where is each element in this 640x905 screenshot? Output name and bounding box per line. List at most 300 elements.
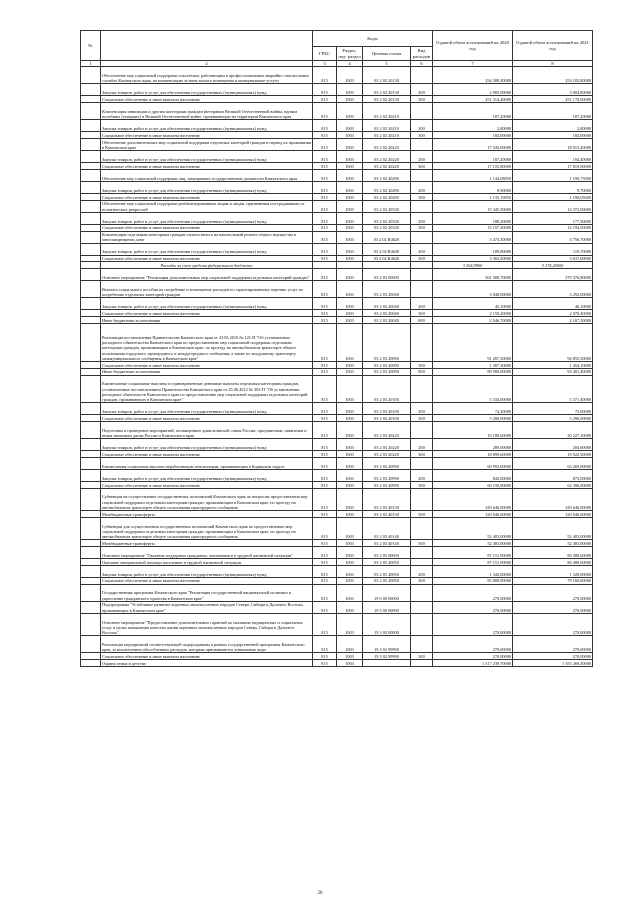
row-expense-kind-cell: 800: [411, 317, 433, 324]
row-expense-kind-cell: [411, 601, 433, 613]
table-row: [81, 488, 593, 510]
row-section-cell: 1003: [337, 120, 363, 132]
row-number-cell: [81, 415, 101, 422]
table-row: [81, 120, 593, 132]
row-expense-kind-cell: 300: [411, 310, 433, 317]
row-target-article-cell: 03 2 02 20280: [363, 181, 411, 193]
row-amount-2021-cell: 1 190,05000: [513, 193, 593, 200]
row-name-cell: Закупка товаров, работ и услуг для обеспечения государственных (муниципальных) нужд: [101, 298, 313, 310]
row-amount-2021-cell: 63 269,00000: [513, 457, 593, 469]
row-target-article-cell: 03 2 03 40130: [363, 511, 411, 518]
row-name-cell: Закупка товаров, работ и услуг для обеспечения государственных (муниципальных) нужд: [101, 151, 313, 163]
row-amount-2021-cell: 93 401,40000: [513, 368, 593, 375]
row-amount-2021-cell: 80 488,60000: [513, 547, 593, 559]
row-number-cell: [81, 224, 101, 231]
row-amount-2020-cell: 1 387,30000: [433, 361, 513, 368]
row-amount-2020-cell: 270,00000: [433, 613, 513, 635]
row-target-article-cell: [363, 262, 411, 269]
row-expense-kind-cell: 300: [411, 96, 433, 103]
table-row: [81, 653, 593, 660]
row-amount-2021-cell: 270,00000: [513, 636, 593, 653]
row-name-cell: Основное мероприятие "Предоставление дополнительных гарантий по оказанию медицинских и социальных услуг в целях повышения качества жизни коренных малочисленных народов Севера, Сибири и Дальнего Востока": [101, 613, 313, 635]
row-number-cell: [81, 310, 101, 317]
row-amount-2021-cell: 19 922,50000: [513, 451, 593, 458]
row-section-cell: 1003: [337, 559, 363, 566]
row-grbs-cell: 815: [313, 255, 337, 262]
row-number-cell: [81, 601, 101, 613]
row-section-cell: 1003: [337, 269, 363, 281]
table-row: [81, 660, 593, 667]
row-name-cell: Оказание материальной помощи населению в трудной жизненной ситуации: [101, 559, 313, 566]
row-grbs-cell: 815: [313, 361, 337, 368]
table-row: [81, 469, 593, 481]
row-amount-2021-cell: 1 454,10000: [513, 361, 593, 368]
row-target-article-cell: 03 2 02 20130: [363, 67, 411, 84]
row-section-cell: 1003: [337, 212, 363, 224]
row-target-article-cell: [363, 660, 411, 667]
table-row: [81, 243, 593, 255]
budget-table-sheet: [80, 30, 592, 667]
row-expense-kind-cell: 200: [411, 439, 433, 451]
row-expense-kind-cell: 300: [411, 653, 433, 660]
row-amount-2020-cell: 270,00000: [433, 584, 513, 601]
row-target-article-cell: 19 3 02 99990: [363, 653, 411, 660]
row-target-article-cell: 03 2 02 20220: [363, 139, 411, 151]
row-section-cell: 1003: [337, 403, 363, 415]
row-amount-2020-cell: 3 363,50000: [433, 255, 513, 262]
row-target-article-cell: 03 2 02 20210: [363, 132, 411, 139]
table-row: [81, 139, 593, 151]
row-target-article-cell: 03 2 02 R4620: [363, 231, 411, 243]
row-section-cell: 1003: [337, 421, 363, 438]
row-section-cell: 1003: [337, 469, 363, 481]
row-expense-kind-cell: 200: [411, 243, 433, 255]
row-grbs-cell: 815: [313, 67, 337, 84]
row-amount-2021-cell: 329 646,00000: [513, 488, 593, 510]
row-name-cell: Социальное обеспечение и иные выплаты населению: [101, 96, 313, 103]
row-name-cell: Социальное обеспечение и иные выплаты населению: [101, 577, 313, 584]
table-row: [81, 481, 593, 488]
row-amount-2020-cell: 270,00000: [433, 653, 513, 660]
row-name-cell: Иные бюджетные ассигнования: [101, 317, 313, 324]
row-target-article-cell: 03 2 03 20100: [363, 375, 411, 403]
row-grbs-cell: 815: [313, 653, 337, 660]
row-expense-kind-cell: 300: [411, 193, 433, 200]
row-target-article-cell: 03 2 05 00000: [363, 547, 411, 559]
table-row: [81, 212, 593, 224]
row-number-cell: [81, 613, 101, 635]
row-expense-kind-cell: 300: [411, 361, 433, 368]
row-name-cell: Социальное обеспечение и иные выплаты населению: [101, 310, 313, 317]
row-name-cell: Компенсация отдельным категориям граждан оплаты взноса на капитальный ремонт общего имущества в многоквартирном доме: [101, 231, 313, 243]
row-name-cell: Социальное обеспечение и иные выплаты населению: [101, 224, 313, 231]
row-number-cell: [81, 469, 101, 481]
row-grbs-cell: 815: [313, 547, 337, 559]
table-row: [81, 323, 593, 361]
row-grbs-cell: 815: [313, 181, 337, 193]
row-expense-kind-cell: [411, 169, 433, 181]
row-number-cell: [81, 67, 101, 84]
row-number-cell: [81, 298, 101, 310]
row-name-cell: Реализация мероприятий соответствующей подпрограммы в рамках государственной программы Камчатского края, за исключением обособленных расходов, которым присваиваются уникальные коды: [101, 636, 313, 653]
row-name-cell: Закупка товаров, работ и услуг для обеспечения государственных (муниципальных) нужд: [101, 243, 313, 255]
row-amount-2021-cell: 18 013,40000: [513, 139, 593, 151]
row-target-article-cell: 03 2 02 R4620: [363, 243, 411, 255]
budget-table-body: [81, 67, 593, 667]
row-target-article-cell: 19 0 00 00000: [363, 584, 411, 601]
row-grbs-cell: 815: [313, 368, 337, 375]
row-amount-2021-cell: 2,80000: [513, 120, 593, 132]
row-amount-2021-cell: 5 296,00000: [513, 415, 593, 422]
row-section-cell: 1003: [337, 439, 363, 451]
table-row: [81, 375, 593, 403]
row-amount-2021-cell: 3 637,00000: [513, 255, 593, 262]
row-number-cell: [81, 151, 101, 163]
table-row: [81, 511, 593, 518]
row-number-cell: [81, 457, 101, 469]
row-number-cell: [81, 243, 101, 255]
row-amount-2020-cell: 2,80000: [433, 120, 513, 132]
column-number-cell: 2: [101, 61, 313, 67]
table-row: [81, 451, 593, 458]
row-number-cell: [81, 281, 101, 298]
row-name-cell: Обеспечение мер социальной поддержки спасателям, работающим в профессиональных аварийно-спасательных службах Камчатского края, на компенсацию за наем жилого помещения и коммунальные услуги: [101, 67, 313, 84]
row-expense-kind-cell: 800: [411, 368, 433, 375]
row-grbs-cell: 815: [313, 421, 337, 438]
row-amount-2020-cell: 74,20000: [433, 403, 513, 415]
row-section-cell: 1003: [337, 139, 363, 151]
row-amount-2020-cell: 2 046,70000: [433, 317, 513, 324]
row-amount-2020-cell: 15 157,30000: [433, 224, 513, 231]
table-row: [81, 193, 593, 200]
row-expense-kind-cell: [411, 613, 433, 635]
row-name-cell: Закупка товаров, работ и услуг для обеспечения государственных (муниципальных) нужд: [101, 469, 313, 481]
row-name-cell: Обеспечение мер социальной поддержки лиц, замещавших государственные должности Камчатского края: [101, 169, 313, 181]
row-amount-2021-cell: 3 174,20000: [513, 262, 593, 269]
table-row: [81, 368, 593, 375]
row-grbs-cell: 815: [313, 577, 337, 584]
row-number-cell: [81, 375, 101, 403]
row-section-cell: [337, 262, 363, 269]
row-number-cell: [81, 511, 101, 518]
row-section-cell: 1003: [337, 231, 363, 243]
row-grbs-cell: 815: [313, 601, 337, 613]
row-grbs-cell: 815: [313, 540, 337, 547]
row-grbs-cell: 815: [313, 584, 337, 601]
row-name-cell: Обеспечение мер социальной поддержки реабилитированным лицам и лицам, признанным пострадавшими от политических репрессий: [101, 200, 313, 212]
row-target-article-cell: 03 2 03 20100: [363, 403, 411, 415]
row-expense-kind-cell: 300: [411, 224, 433, 231]
row-grbs-cell: 815: [313, 84, 337, 96]
row-grbs-cell: 815: [313, 481, 337, 488]
row-amount-2021-cell: 52 483,00000: [513, 517, 593, 539]
row-section-cell: 1003: [337, 243, 363, 255]
row-grbs-cell: 815: [313, 281, 337, 298]
row-amount-2020-cell: 87 151,90000: [433, 547, 513, 559]
row-target-article-cell: 03 2 05 20050: [363, 565, 411, 577]
row-number-cell: [81, 517, 101, 539]
row-expense-kind-cell: 300: [411, 163, 433, 170]
row-target-article-cell: 03 2 02 20330: [363, 224, 411, 231]
row-amount-2020-cell: 18 899,60000: [433, 451, 513, 458]
row-target-article-cell: 03 2 03 20220: [363, 421, 411, 438]
row-amount-2021-cell: 79 160,60000: [513, 577, 593, 584]
row-amount-2020-cell: 329 646,00000: [433, 488, 513, 510]
row-amount-2021-cell: 270,00000: [513, 601, 593, 613]
row-amount-2021-cell: 119,70000: [513, 243, 593, 255]
table-row: [81, 169, 593, 181]
row-name-cell: Субвенции на осуществление государственных полномочий Камчатского края по вопросам предоставления мер социальной поддержки отдельным категориям граждан, проживающим в Камчатском крае, по проезду на автомобильном транспорте общего пользования пригородного сообщения: [101, 488, 313, 510]
row-number-cell: [81, 163, 101, 170]
column-number-cell: 7: [433, 61, 513, 67]
row-section-cell: 1003: [337, 636, 363, 653]
row-expense-kind-cell: [411, 488, 433, 510]
budget-table: [80, 30, 593, 667]
row-amount-2020-cell: 5 334,00000: [433, 375, 513, 403]
table-row: [81, 96, 593, 103]
row-section-cell: 1003: [337, 601, 363, 613]
row-section-cell: 1003: [337, 361, 363, 368]
row-target-article-cell: 03 2 02 20280: [363, 193, 411, 200]
row-number-cell: [81, 84, 101, 96]
row-number-cell: [81, 169, 101, 181]
row-number-cell: [81, 317, 101, 324]
row-name-cell: Социальное обеспечение и иные выплаты населению: [101, 415, 313, 422]
row-number-cell: [81, 636, 101, 653]
row-amount-2020-cell: 1 517 239,70000: [433, 660, 513, 667]
row-grbs-cell: 815: [313, 559, 337, 566]
row-expense-kind-cell: 300: [411, 481, 433, 488]
row-grbs-cell: 815: [313, 269, 337, 281]
table-row: [81, 517, 593, 539]
table-row: [81, 310, 593, 317]
row-expense-kind-cell: [411, 67, 433, 84]
row-number-cell: [81, 262, 101, 269]
row-grbs-cell: 815: [313, 169, 337, 181]
column-number-cell: 4: [337, 61, 363, 67]
row-amount-2021-cell: 2 167,50000: [513, 317, 593, 324]
row-section-cell: 1003: [337, 169, 363, 181]
row-amount-2020-cell: 254 389,40000: [433, 67, 513, 84]
header-target-article: Целевая статья: [363, 47, 411, 61]
table-row: [81, 132, 593, 139]
row-number-cell: [81, 584, 101, 601]
row-section-cell: 1003: [337, 323, 363, 361]
row-grbs-cell: 815: [313, 415, 337, 422]
row-amount-2020-cell: 85 808,90000: [433, 577, 513, 584]
row-target-article-cell: 03 2 03 20090: [363, 323, 411, 361]
row-target-article-cell: 03 2 02 20130: [363, 84, 411, 96]
row-grbs-cell: 815: [313, 375, 337, 403]
row-number-cell: [81, 96, 101, 103]
table-row: [81, 224, 593, 231]
table-row: [81, 84, 593, 96]
row-amount-2020-cell: 561 388,70000: [433, 269, 513, 281]
row-amount-2020-cell: 91 287,30000: [433, 323, 513, 361]
row-section-cell: 1003: [337, 613, 363, 635]
header-codes-group: Коды: [313, 31, 433, 47]
row-name-cell: Компенсация инвалидам и другим категориям граждан (ветеранам Великой Отечественной войны, вдовам погибших (умерших) в Великой Отечественной войне, проживающим на территории Камчатского края: [101, 103, 313, 120]
row-section-cell: 1003: [337, 151, 363, 163]
row-number-cell: [81, 481, 101, 488]
row-amount-2020-cell: 3 364,9900: [433, 262, 513, 269]
row-expense-kind-cell: 200: [411, 298, 433, 310]
row-expense-kind-cell: 300: [411, 415, 433, 422]
row-name-cell: Социальное обеспечение и иные выплаты населению: [101, 451, 313, 458]
row-amount-2021-cell: 1 328,00000: [513, 565, 593, 577]
table-row: [81, 584, 593, 601]
row-number-cell: [81, 193, 101, 200]
row-grbs-cell: 815: [313, 103, 337, 120]
table-row: [81, 281, 593, 298]
row-amount-2021-cell: 1 555 269,30000: [513, 660, 593, 667]
row-section-cell: 1003: [337, 368, 363, 375]
row-target-article-cell: 03 2 02 20130: [363, 96, 411, 103]
table-row: [81, 317, 593, 324]
table-row: [81, 262, 593, 269]
row-amount-2021-cell: 20 227,10000: [513, 421, 593, 438]
header-name: [101, 31, 313, 61]
row-name-cell: Выплата социального пособия на погребение и возмещение расходов по гарантированному перечню услуг по погребению отдельных категорий граждан: [101, 281, 313, 298]
row-name-cell: Государственная программа Камчатского края "Реализация государственной национальной политики и укрепление гражданского единства в Камчатском крае": [101, 584, 313, 601]
row-target-article-cell: 03 2 02 20210: [363, 120, 411, 132]
row-amount-2020-cell: 2 985,00000: [433, 84, 513, 96]
row-amount-2020-cell: 3 048,00000: [433, 281, 513, 298]
row-number-cell: [81, 255, 101, 262]
row-name-cell: Межбюджетные трансферты: [101, 511, 313, 518]
row-expense-kind-cell: 300: [411, 577, 433, 584]
row-number-cell: [81, 269, 101, 281]
row-amount-2020-cell: 52 483,00000: [433, 517, 513, 539]
row-amount-2020-cell: 5 280,00000: [433, 415, 513, 422]
row-expense-kind-cell: 300: [411, 132, 433, 139]
row-name-cell: Социальное обеспечение и иные выплаты населению: [101, 132, 313, 139]
row-target-article-cell: 03 2 03 40140: [363, 517, 411, 539]
table-row: [81, 415, 593, 422]
row-number-cell: [81, 120, 101, 132]
row-number-cell: [81, 368, 101, 375]
row-grbs-cell: 815: [313, 212, 337, 224]
row-expense-kind-cell: [411, 103, 433, 120]
row-expense-kind-cell: [411, 547, 433, 559]
row-section-cell: 1003: [337, 67, 363, 84]
row-expense-kind-cell: 200: [411, 469, 433, 481]
header-section: Раздел, под- раздел: [338, 48, 361, 59]
row-amount-2020-cell: 188,20000: [433, 212, 513, 224]
row-number-cell: [81, 200, 101, 212]
row-amount-2020-cell: 2 159,20000: [433, 310, 513, 317]
row-amount-2021-cell: 14 372,00000: [513, 200, 593, 212]
row-expense-kind-cell: [411, 559, 433, 566]
row-name-cell: Закупка товаров, работ и услуг для обеспечения государственных (муниципальных) нужд: [101, 403, 313, 415]
row-number-cell: [81, 565, 101, 577]
row-amount-2021-cell: 194,40000: [513, 151, 593, 163]
row-amount-2020-cell: 17 343,00000: [433, 139, 513, 151]
row-grbs-cell: [313, 262, 337, 269]
row-amount-2020-cell: 289,00000: [433, 439, 513, 451]
row-number-cell: [81, 323, 101, 361]
row-expense-kind-cell: [411, 584, 433, 601]
row-target-article-cell: 19 3 02 00000: [363, 613, 411, 635]
table-row: [81, 151, 593, 163]
row-section-cell: 1003: [337, 415, 363, 422]
row-expense-kind-cell: [411, 636, 433, 653]
row-grbs-cell: 815: [313, 403, 337, 415]
row-expense-kind-cell: 200: [411, 403, 433, 415]
row-name-cell: Субвенции для осуществления государственных полномочий Камчатского края по предоставлению мер социальной поддержки отдельным категориям граждан, проживающим в Камчатском крае, по проезду на автомобильном транспорте общего пользования пригородного сообщения: [101, 517, 313, 539]
table-row: [81, 421, 593, 438]
table-row: [81, 403, 593, 415]
row-grbs-cell: 815: [313, 565, 337, 577]
row-section-cell: 1003: [337, 132, 363, 139]
row-target-article-cell: 19 3 02 99990: [363, 636, 411, 653]
row-number-cell: [81, 540, 101, 547]
row-section-cell: 1003: [337, 457, 363, 469]
row-section-cell: 1003: [337, 103, 363, 120]
row-name-cell: Социальное обеспечение и иные выплаты населению: [101, 163, 313, 170]
row-amount-2021-cell: 187,20000: [513, 103, 593, 120]
row-section-cell: 1003: [337, 517, 363, 539]
row-number-cell: [81, 403, 101, 415]
row-expense-kind-cell: [411, 281, 433, 298]
row-grbs-cell: 815: [313, 323, 337, 361]
column-number-cell: 6: [411, 61, 433, 67]
row-amount-2020-cell: 251 314,40000: [433, 96, 513, 103]
row-name-cell: Закупка товаров, работ и услуг для обеспечения государственных (муниципальных) нужд: [101, 84, 313, 96]
row-amount-2021-cell: 46,10000: [513, 298, 593, 310]
row-section-cell: 1003: [337, 200, 363, 212]
row-name-cell: Закупка товаров, работ и услуг для обеспечения государственных (муниципальных) нужд: [101, 565, 313, 577]
row-amount-2021-cell: 3 004,80000: [513, 84, 593, 96]
row-grbs-cell: 815: [313, 298, 337, 310]
row-amount-2020-cell: 843,00000: [433, 469, 513, 481]
row-number-cell: [81, 212, 101, 224]
row-amount-2020-cell: 270,00000: [433, 601, 513, 613]
row-target-article-cell: 03 2 02 20220: [363, 151, 411, 163]
row-amount-2020-cell: 3 473,30000: [433, 231, 513, 243]
row-grbs-cell: 815: [313, 457, 337, 469]
row-grbs-cell: 815: [313, 517, 337, 539]
row-amount-2021-cell: 2 078,40000: [513, 310, 593, 317]
row-section-cell: 1003: [337, 310, 363, 317]
row-number-cell: [81, 103, 101, 120]
row-section-cell: 1004: [337, 660, 363, 667]
row-section-cell: 1003: [337, 511, 363, 518]
row-name-cell: Основное мероприятие "Реализация дополнительных мер социальной поддержки отдельных категорий граждан": [101, 269, 313, 281]
row-expense-kind-cell: 200: [411, 181, 433, 193]
row-name-cell: Социальное обеспечение и иные выплаты населению: [101, 361, 313, 368]
row-amount-2021-cell: 579 376,80000: [513, 269, 593, 281]
row-amount-2020-cell: 109,80000: [433, 243, 513, 255]
row-amount-2021-cell: 5 371,40000: [513, 375, 593, 403]
table-row: [81, 298, 593, 310]
row-amount-2020-cell: 87 151,90000: [433, 559, 513, 566]
row-amount-2021-cell: 270,00000: [513, 653, 593, 660]
row-expense-kind-cell: 500: [411, 540, 433, 547]
row-grbs-cell: 815: [313, 224, 337, 231]
row-grbs-cell: 815: [313, 193, 337, 200]
table-row: [81, 269, 593, 281]
row-name-cell: Закупка товаров, работ и услуг для обеспечения государственных (муниципальных) нужд: [101, 212, 313, 224]
row-amount-2021-cell: 62 396,00000: [513, 481, 593, 488]
row-target-article-cell: 03 2 03 20220: [363, 439, 411, 451]
row-target-article-cell: 03 2 03 20040: [363, 298, 411, 310]
row-number-cell: [81, 660, 101, 667]
row-expense-kind-cell: [411, 231, 433, 243]
row-number-cell: [81, 361, 101, 368]
row-amount-2021-cell: 3 756,70000: [513, 231, 593, 243]
row-amount-2020-cell: 89 900,00000: [433, 368, 513, 375]
